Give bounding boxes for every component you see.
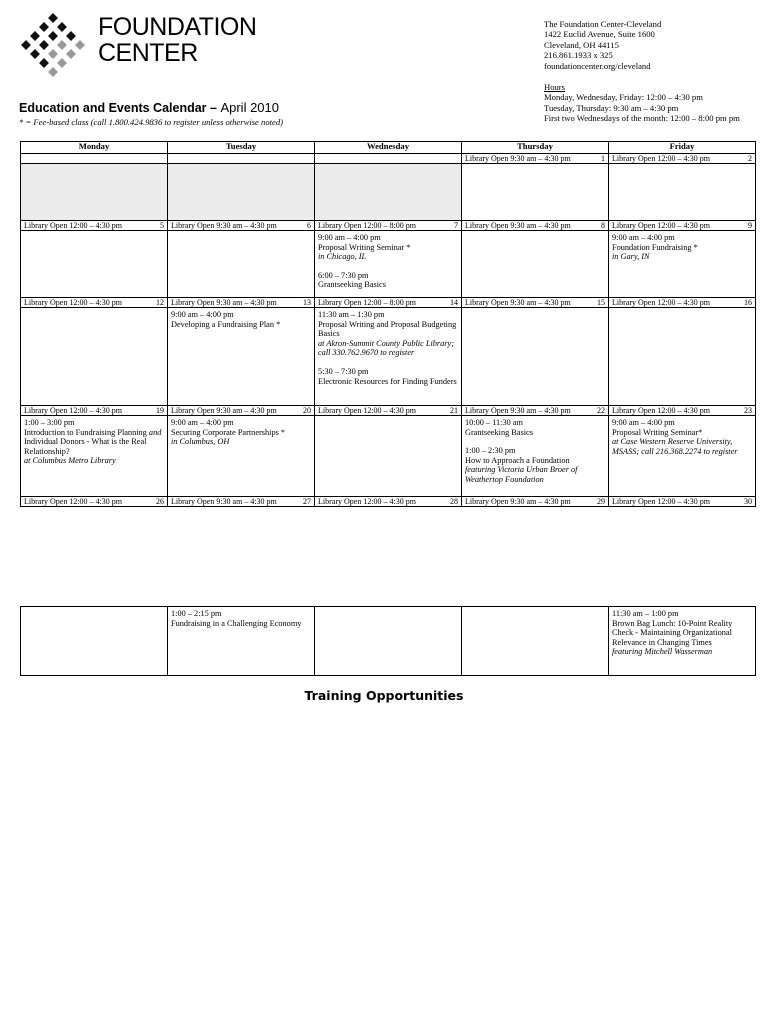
day-events-cell xyxy=(168,231,315,298)
day-header: Thursday xyxy=(462,142,609,154)
logo-line-1: FOUNDATION xyxy=(98,13,257,41)
library-hours: Library Open 9:30 am – 4:30 pm xyxy=(171,298,277,307)
library-hours: Library Open 12:00 – 4:30 pm xyxy=(318,497,416,506)
event-title xyxy=(612,428,752,438)
week-date-row xyxy=(21,221,756,231)
hours-line: First two Wednesdays of the month: 12:00 – 8:00 pm pm xyxy=(544,113,740,124)
day-number: 5 xyxy=(160,221,164,230)
day-events-cell xyxy=(315,416,462,497)
hours-line: Tuesday, Thursday: 9:30 am – 4:30 pm xyxy=(544,102,679,113)
calendar-event xyxy=(318,310,458,358)
contact-city: Cleveland, OH 44115 xyxy=(544,39,619,50)
training-opportunities-heading: Training Opportunities xyxy=(304,688,464,703)
day-events-cell xyxy=(21,164,168,221)
day-events-cell xyxy=(21,231,168,298)
event-title xyxy=(612,243,752,253)
event-time: 10:00 – 11:30 am xyxy=(465,418,523,427)
hours-label: Hours xyxy=(544,82,566,93)
event-note: in Chicago, IL xyxy=(318,252,367,262)
contact-address: 1422 Euclid Avenue, Suite 1600 xyxy=(544,29,655,40)
calendar-event xyxy=(318,271,458,290)
logo-dot xyxy=(57,40,67,50)
day-events-cell xyxy=(609,416,756,497)
library-hours: Library Open 12:00 – 4:30 pm xyxy=(612,406,710,415)
library-hours: Library Open 12:00 – 4:30 pm xyxy=(24,298,122,307)
calendar-event xyxy=(612,233,752,262)
library-hours: Library Open 12:00 – 4:30 pm xyxy=(24,221,122,230)
contact-phone: 216.861.1933 x 325 xyxy=(544,50,613,61)
event-title-text: Proposal Writing Seminar * xyxy=(318,242,411,252)
logo-text xyxy=(98,14,256,66)
day-hours-cell xyxy=(315,298,462,308)
logo-dot xyxy=(30,49,40,59)
day-number: 14 xyxy=(450,298,458,307)
day-events-cell xyxy=(315,231,462,298)
day-number: 28 xyxy=(450,497,458,506)
day-number: 7 xyxy=(454,221,458,230)
event-note: featuring Victoria Urban Broer of Weathertop Foundation xyxy=(465,465,578,484)
day-events-cell xyxy=(21,308,168,406)
library-hours: Library Open 9:30 am – 4:30 pm xyxy=(171,406,277,415)
title-month: April 2010 xyxy=(220,100,279,115)
day-header: Friday xyxy=(609,142,756,154)
event-note: in Gary, IN xyxy=(612,252,650,262)
day-hours-cell xyxy=(21,298,168,308)
day-number: 12 xyxy=(156,298,164,307)
event-time: 6:00 – 7:30 pm xyxy=(318,270,369,280)
event-title-text: Proposal Writing and Proposal Budgeting Basics xyxy=(318,319,457,339)
logo-dot xyxy=(48,49,58,59)
day-number: 21 xyxy=(450,406,458,415)
day-header: Wednesday xyxy=(315,142,462,154)
event-note: at Columbus Metro Library xyxy=(24,456,116,466)
day-number: 9 xyxy=(748,221,752,230)
event-title-text: Grantseeking Basics xyxy=(465,427,533,437)
calendar-event xyxy=(318,233,458,262)
event-note: featuring Mitchell Wasserman xyxy=(612,647,713,657)
day-hours-cell xyxy=(168,154,315,164)
library-hours: Library Open 9:30 am – 4:30 pm xyxy=(465,221,571,230)
calendar-event xyxy=(318,367,458,386)
event-time: 1:00 – 3:00 pm xyxy=(24,418,75,427)
day-hours-cell xyxy=(21,406,168,416)
week-events-row xyxy=(21,308,756,406)
calendar-event xyxy=(171,609,311,628)
logo-dot xyxy=(39,40,49,50)
day-number: 22 xyxy=(597,406,605,415)
fee-note: * = Fee-based class (call 1.800.424.9836 to register unless otherwise noted) xyxy=(19,117,283,127)
day-hours-cell xyxy=(315,221,462,231)
calendar-event xyxy=(612,418,752,456)
contact-info xyxy=(544,19,740,124)
day-number: 27 xyxy=(303,497,311,506)
logo-dot xyxy=(75,40,85,50)
day-hours-cell xyxy=(315,497,462,507)
event-title-text: Electronic Resources for Finding Funders xyxy=(318,376,457,386)
event-title-text: Grantseeking Basics xyxy=(318,280,386,290)
calendar-event xyxy=(171,310,311,329)
week-events-row xyxy=(21,607,756,676)
day-events-cell xyxy=(462,416,609,497)
week-events-row xyxy=(21,231,756,298)
week-date-row xyxy=(21,406,756,416)
day-number: 15 xyxy=(597,298,605,307)
library-hours: Library Open 9:30 am – 4:30 pm xyxy=(465,406,571,415)
week-date-row xyxy=(21,497,756,507)
library-hours: Library Open 12:00 – 4:30 pm xyxy=(612,298,710,307)
event-time: 1:00 – 2:15 pm xyxy=(171,609,222,618)
day-hours-cell xyxy=(315,406,462,416)
day-hours-cell xyxy=(609,221,756,231)
event-note: at Case Western Reserve University, MSASS; call 216.368.2274 to register xyxy=(612,437,738,456)
day-events-cell xyxy=(462,607,609,676)
day-hours-cell xyxy=(462,406,609,416)
event-title xyxy=(24,428,164,457)
library-hours: Library Open 12:00 – 4:30 pm xyxy=(24,497,122,506)
library-hours: Library Open 9:30 am – 4:30 pm xyxy=(465,154,571,163)
event-title-text: Brown Bag Lunch: 10-Point Reality Check - Maintaining Organizational Relevance in Changing Times xyxy=(612,618,733,647)
day-events-cell xyxy=(21,607,168,676)
calendar-table xyxy=(20,141,756,507)
week-date-row xyxy=(21,298,756,308)
library-hours: Library Open 12:00 – 4:30 pm xyxy=(318,406,416,415)
event-title xyxy=(171,619,311,629)
day-number: 1 xyxy=(601,154,605,163)
day-events-cell xyxy=(168,308,315,406)
library-hours: Library Open 12:00 – 4:30 pm xyxy=(612,154,710,163)
event-time: 9:00 am – 4:00 pm xyxy=(612,418,675,427)
contact-org: The Foundation Center-Cleveland xyxy=(544,19,662,29)
day-events-cell xyxy=(462,164,609,221)
day-events-cell xyxy=(609,231,756,298)
library-hours: Library Open 12:00 – 8:00 pm xyxy=(318,298,416,307)
hours-line: Monday, Wednesday, Friday: 12:00 – 4:30 pm xyxy=(544,92,703,103)
logo-line-2: CENTER xyxy=(98,39,198,67)
day-number: 2 xyxy=(748,154,752,163)
logo-dot xyxy=(39,58,49,68)
event-time: 11:30 am – 1:00 pm xyxy=(612,609,679,618)
event-time: 5:30 – 7:30 pm xyxy=(318,366,369,376)
day-events-cell xyxy=(21,416,168,497)
day-header: Tuesday xyxy=(168,142,315,154)
event-title xyxy=(171,428,311,438)
week-date-row xyxy=(21,154,756,164)
event-time: 9:00 am – 4:00 pm xyxy=(612,233,675,242)
day-hours-cell xyxy=(462,154,609,164)
event-title xyxy=(318,320,458,339)
day-events-cell xyxy=(168,164,315,221)
calendar-event xyxy=(171,418,311,447)
event-title-text: How to Approach a Foundation xyxy=(465,455,570,465)
calendar-continued-table xyxy=(20,606,756,676)
event-title-cont: Individual Donors - What is the Real Relationship? xyxy=(24,437,147,456)
week-events-row xyxy=(21,416,756,497)
day-hours-cell xyxy=(462,298,609,308)
calendar-event xyxy=(24,418,164,466)
logo-dot xyxy=(57,22,67,32)
day-number: 26 xyxy=(156,497,164,506)
library-hours: Library Open 9:30 am – 4:30 pm xyxy=(465,497,571,506)
week-events-row xyxy=(21,164,756,221)
logo-dot xyxy=(30,31,40,41)
event-time: 1:00 – 2:30 pm xyxy=(465,446,516,456)
event-title-text: Fundraising in a Challenging Economy xyxy=(171,618,302,628)
event-title-text: Introduction to Fundraising Planning xyxy=(24,427,147,437)
event-note: at Akron-Summit County Public Library; call 330.762.9670 to register xyxy=(318,338,454,358)
day-events-cell xyxy=(462,308,609,406)
day-number: 8 xyxy=(601,221,605,230)
day-events-cell xyxy=(315,164,462,221)
day-hours-cell xyxy=(21,221,168,231)
day-events-cell xyxy=(462,231,609,298)
day-hours-cell xyxy=(168,406,315,416)
logo-dot xyxy=(57,58,67,68)
logo-dot xyxy=(39,22,49,32)
event-title xyxy=(318,280,458,290)
logo-dot xyxy=(48,31,58,41)
event-title xyxy=(171,320,311,330)
library-hours: Library Open 12:00 – 4:30 pm xyxy=(612,221,710,230)
day-number: 6 xyxy=(307,221,311,230)
library-hours: Library Open 9:30 am – 4:30 pm xyxy=(171,221,277,230)
logo-dot xyxy=(66,49,76,59)
event-title xyxy=(318,377,458,387)
contact-website: foundationcenter.org/cleveland xyxy=(544,60,651,71)
day-hours-cell xyxy=(168,221,315,231)
day-number: 29 xyxy=(597,497,605,506)
day-events-cell xyxy=(609,308,756,406)
calendar-event xyxy=(465,418,605,437)
day-hours-cell xyxy=(21,497,168,507)
library-hours: Library Open 12:00 – 4:30 pm xyxy=(24,406,122,415)
day-hours-cell xyxy=(168,298,315,308)
library-hours: Library Open 12:00 – 8:00 pm xyxy=(318,221,416,230)
event-note: in Columbus, OH xyxy=(171,437,230,447)
day-events-cell xyxy=(315,308,462,406)
day-number: 16 xyxy=(744,298,752,307)
event-title xyxy=(318,243,458,253)
event-title-conj: and xyxy=(148,427,162,437)
library-hours: Library Open 12:00 – 4:30 pm xyxy=(612,497,710,506)
calendar-title xyxy=(19,100,279,115)
logo-dot xyxy=(66,31,76,41)
day-hours-cell xyxy=(609,497,756,507)
day-events-cell xyxy=(315,607,462,676)
logo-dot xyxy=(48,13,58,23)
diamond-grid-icon xyxy=(20,12,92,82)
day-number: 19 xyxy=(156,406,164,415)
event-title-text: Developing a Fundraising Plan * xyxy=(171,319,281,329)
event-title xyxy=(465,456,605,466)
logo-dot xyxy=(21,40,31,50)
library-hours: Library Open 9:30 am – 4:30 pm xyxy=(465,298,571,307)
calendar-event xyxy=(612,609,752,657)
event-time: 11:30 am – 1:30 pm xyxy=(318,310,385,319)
calendar-event xyxy=(465,446,605,484)
day-number: 30 xyxy=(744,497,752,506)
day-events-cell xyxy=(609,607,756,676)
day-events-cell xyxy=(168,416,315,497)
day-number: 13 xyxy=(303,298,311,307)
event-title-text: Foundation Fundraising * xyxy=(612,242,698,252)
day-header: Monday xyxy=(21,142,168,154)
day-number: 23 xyxy=(744,406,752,415)
day-hours-cell xyxy=(609,298,756,308)
day-events-cell xyxy=(168,607,315,676)
day-hours-cell xyxy=(21,154,168,164)
event-title-text: Proposal Writing Seminar* xyxy=(612,427,703,437)
title-text: Education and Events Calendar – xyxy=(19,101,221,115)
event-time: 9:00 am – 4:00 pm xyxy=(318,233,381,242)
event-time: 9:00 am – 4:00 pm xyxy=(171,418,234,427)
day-events-cell xyxy=(609,164,756,221)
library-hours: Library Open 9:30 am – 4:30 pm xyxy=(171,497,277,506)
event-time: 9:00 am – 4:00 pm xyxy=(171,310,234,319)
event-title-text: Securing Corporate Partnerships * xyxy=(171,427,286,437)
event-title xyxy=(465,428,605,438)
foundation-center-logo xyxy=(20,12,260,92)
day-hours-cell xyxy=(609,154,756,164)
day-number: 20 xyxy=(303,406,311,415)
day-hours-cell xyxy=(462,221,609,231)
logo-dot xyxy=(48,67,58,77)
day-hours-cell xyxy=(168,497,315,507)
day-hours-cell xyxy=(315,154,462,164)
event-title xyxy=(612,619,752,648)
day-hours-cell xyxy=(462,497,609,507)
day-hours-cell xyxy=(609,406,756,416)
